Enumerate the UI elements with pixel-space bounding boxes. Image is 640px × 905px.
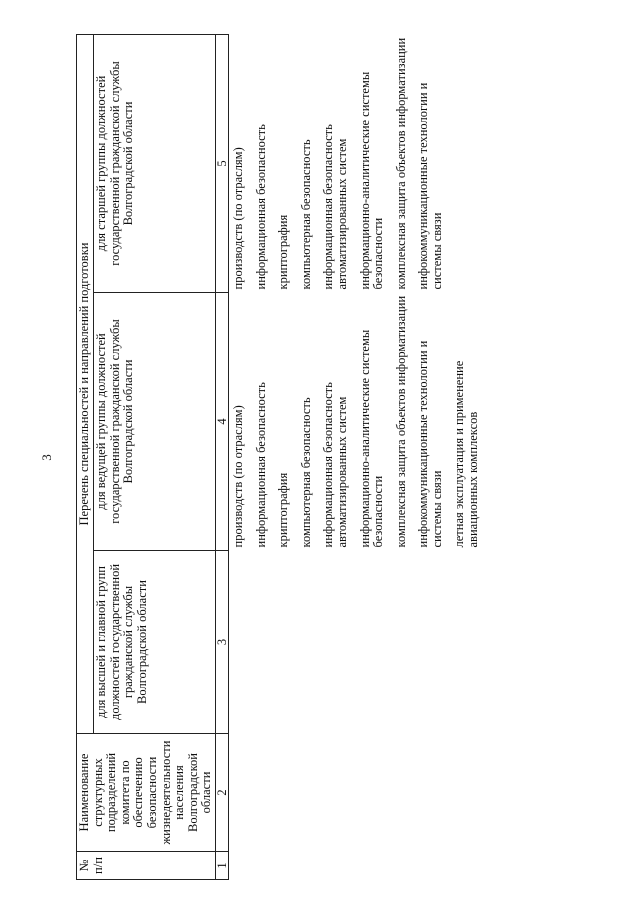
header-col4: для ведущей группы должностей государственной гражданской службы Волгоградской области: [94, 293, 216, 551]
content-cell-2: [228, 734, 490, 852]
list-item: производств (по отраслям): [230, 405, 245, 548]
content-cell-1: [228, 852, 490, 880]
column-number-5: 5: [215, 34, 228, 292]
header-num: № п/п: [77, 852, 216, 880]
list-item: информационно-аналитические системы безопасности: [357, 329, 386, 548]
specialties-table: [76, 34, 491, 880]
list-item: летная эксплуатация и применение авиационных комплексов: [452, 360, 481, 548]
list-item: комплексная защита объектов информатизации: [393, 37, 408, 290]
column-numbers-row: [215, 34, 228, 879]
col5-list: [228, 34, 490, 292]
page-number: 3: [39, 454, 54, 461]
list-item: инфокоммуникационные технологии и системы связи: [416, 340, 444, 548]
list-item: информационно-аналитические системы безопасности: [357, 71, 386, 290]
list-item: криптография: [276, 214, 291, 290]
list-item: информационная безопасность автоматизированных систем: [321, 382, 349, 548]
list-item: компьютерная безопасность: [298, 397, 313, 548]
content-row: [228, 34, 490, 879]
column-number-2: 2: [215, 734, 228, 852]
list-item: информационная безопасность: [253, 382, 268, 548]
rotated-content: [40, 35, 520, 880]
list-item: компьютерная безопасность: [298, 139, 313, 290]
col4-list: [228, 293, 490, 551]
header-name: Наименование структурных подразделений комитета по обеспечению безопасности жизнедеятельности населения Волгоградской области: [77, 734, 216, 852]
list-item: информационная безопасность автоматизированных систем: [321, 124, 349, 290]
column-number-4: 4: [215, 293, 228, 551]
header-row-1: [77, 34, 94, 879]
list-item: комплексная защита объектов информатизации: [393, 295, 408, 548]
list-item: инфокоммуникационные технологии и системы связи: [416, 82, 444, 290]
column-number-3: 3: [215, 551, 228, 734]
list-item: криптография: [276, 472, 291, 548]
header-col3: для высшей и главной групп должностей государственной гражданской службы Волгоградской области: [94, 551, 216, 734]
header-group-title: Перечень специальностей и направлений подготовки: [77, 34, 94, 733]
list-item: информационная безопасность: [253, 124, 268, 290]
column-number-1: 1: [215, 852, 228, 880]
header-col5: для старшей группы должностей государственной гражданской службы Волгоградской области: [94, 34, 216, 292]
content-cell-3: [228, 551, 490, 734]
list-item: производств (по отраслям): [230, 147, 245, 290]
